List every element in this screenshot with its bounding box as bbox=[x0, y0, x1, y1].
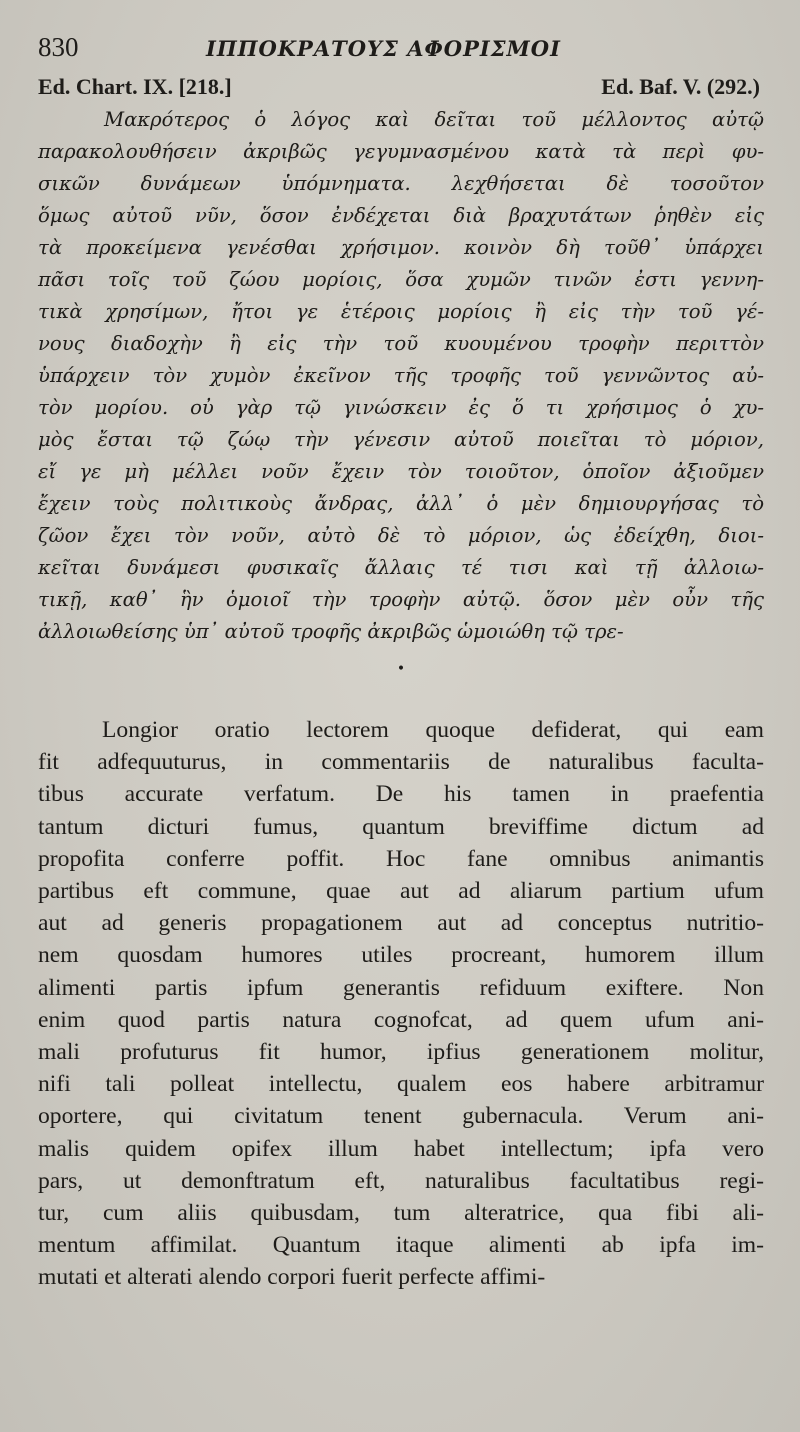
greek-line: τὸν μορίου. οὐ γὰρ τῷ γινώσκειν ἐς ὅ τι χρήσιμος ὁ χυ- bbox=[38, 396, 764, 419]
greek-line: κεῖται δυνάμεσι φυσικαῖς ἄλλαις τέ τισι καὶ τῇ ἀλλοιω- bbox=[38, 556, 764, 579]
greek-line: μὸς ἔσται τῷ ζώῳ τὴν γένεσιν αὐτοῦ ποιεῖται τὸ μόριον, bbox=[38, 428, 764, 451]
latin-line: nifi tali polleat intellectu, qualem eos habere arbitramur bbox=[38, 1071, 764, 1098]
latin-line: enim quod partis natura cognofcat, ad quem ufum ani- bbox=[38, 1006, 764, 1033]
latin-line: pars, ut demonftratum eft, naturalibus facultatibus regi- bbox=[38, 1167, 764, 1194]
latin-line: mentum affimilat. Quantum itaque alimenti ab ipfa im- bbox=[38, 1232, 764, 1259]
latin-line: tur, cum aliis quibusdam, tum alteratrice, qua fibi ali- bbox=[38, 1200, 764, 1227]
greek-line: σικῶν δυνάμεων ὑπόμνηματα. λεχθήσεται δὲ τοσοῦτον bbox=[38, 172, 764, 195]
latin-line: mutati et alterati alendo corpori fuerit perfecte affimi- bbox=[38, 1264, 546, 1291]
greek-text-block bbox=[38, 104, 764, 648]
latin-line: tibus accurate verfatum. De his tamen in praefentia bbox=[38, 781, 764, 808]
greek-line: ζῶον ἔχει τὸν νοῦν, αὐτὸ δὲ τὸ μόριον, ὡς ἐδείχθη, διοι- bbox=[38, 524, 764, 547]
greek-line: ὅμως αὐτοῦ νῦν, ὅσον ἐνδέχεται διὰ βραχυτάτων ῥηθὲν εἰς bbox=[38, 204, 764, 227]
greek-line: παρακολουθήσειν ἀκριβῶς γεγυμνασμένου κατὰ τὰ περὶ φυ- bbox=[38, 140, 764, 163]
latin-line: tantum dicturi fumus, quantum breviffime dictum ad bbox=[38, 813, 764, 840]
latin-line: mali profuturus fit humor, ipfius generationem molitur, bbox=[38, 1039, 764, 1066]
greek-line: πᾶσι τοῖς τοῦ ζώου μορίοις, ὅσα χυμῶν τινῶν ἐστι γεννη- bbox=[38, 268, 764, 291]
latin-line: Longior oratio lectorem quoque defiderat, qui eam bbox=[102, 717, 764, 743]
latin-line: oportere, qui civitatum tenent gubernacula. Verum ani- bbox=[38, 1103, 764, 1130]
latin-line: partibus eft commune, quae aut ad aliarum partium ufum bbox=[38, 878, 764, 905]
latin-line: aut ad generis propagationem aut ad conceptus nutritio- bbox=[38, 910, 764, 937]
running-title: ΙΠΠΟΚΡΑΤΟΥΣ ΑΦΟΡΙΣΜΟΙ bbox=[206, 36, 561, 61]
chartier-edition-ref: Ed. Chart. IX. [218.] bbox=[38, 74, 232, 99]
latin-line: nem quosdam humores utiles procreant, humorem illum bbox=[38, 942, 764, 969]
greek-line: ἀλλοιωθείσης ὑπ᾽ αὐτοῦ τροφῆς ἀκριβῶς ὡμοιώθη τῷ τρε- bbox=[38, 620, 624, 643]
greek-line: τὰ προκείμενα γενέσθαι χρήσιμον. κοινὸν δὴ τοῦθ᾽ ὑπάρχει bbox=[38, 236, 764, 259]
greek-line: εἴ γε μὴ μέλλει νοῦν ἔχειν τὸν τοιοῦτον, ὁποῖον ἀξιοῦμεν bbox=[38, 460, 764, 483]
greek-line: ἔχειν τοὺς πολιτικοὺς ἄνδρας, ἀλλ᾽ ὁ μὲν δημιουργήσας τὸ bbox=[38, 492, 764, 515]
latin-line: alimenti partis ipfum generantis refiduum exiftere. Non bbox=[38, 974, 764, 1001]
page-number: 830 bbox=[38, 32, 79, 62]
greek-line: Μακρότερος ὁ λόγος καὶ δεῖται τοῦ μέλλοντος αὐτῷ bbox=[104, 108, 764, 131]
latin-line: fit adfequuturus, in commentariis de naturalibus faculta- bbox=[38, 749, 764, 776]
latin-line: malis quidem opifex illum habet intellectum; ipfa vero bbox=[38, 1135, 764, 1162]
latin-translation-block bbox=[38, 714, 764, 1294]
basel-edition-ref: Ed. Baf. V. (292.) bbox=[601, 74, 760, 99]
greek-line: ὑπάρχειν τὸν χυμὸν ἐκεῖνον τῆς τροφῆς τοῦ γεννῶντος αὐ- bbox=[38, 364, 764, 387]
greek-line: τικὰ χρησίμων, ἤτοι γε ἑτέροις μορίοις ἢ εἰς τὴν τοῦ γέ- bbox=[38, 300, 764, 323]
latin-line: propofita conferre poffit. Hoc fane omnibus animantis bbox=[38, 845, 764, 872]
section-ornament: • bbox=[396, 661, 406, 677]
edition-references bbox=[38, 70, 764, 104]
page-header bbox=[38, 32, 764, 70]
greek-line: τικῇ, καθ᾽ ἣν ὁμοιοῖ τὴν τροφὴν αὐτῷ. ὅσον μὲν οὖν τῆς bbox=[38, 588, 764, 611]
greek-line: νους διαδοχὴν ἢ εἰς τὴν τοῦ κυουμένου τροφὴν περιττὸν bbox=[38, 332, 764, 355]
